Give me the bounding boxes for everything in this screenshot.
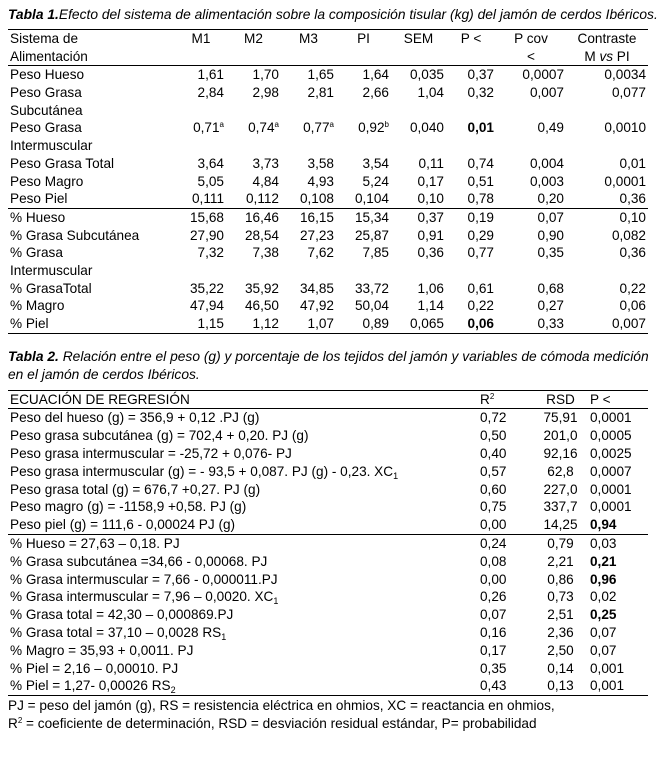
cell-p: 0,06 (446, 315, 496, 333)
row-label: Peso Piel (10, 191, 68, 207)
cell-p: 0,29 (467, 227, 494, 243)
cell-rsd: 2,21 (547, 553, 574, 569)
cell-pi (336, 137, 391, 155)
cell-pcov: 0,49 (537, 120, 564, 136)
cell-m1: 35,22 (189, 280, 224, 296)
footnote-line-1: PJ = peso del jamón (g), RS = resistencia eléctrica en ohmios, XC = reactancia en ohmios, (8, 698, 555, 714)
cell-m3: 7,62 (307, 245, 334, 261)
cell-p: 0,22 (467, 298, 494, 314)
table-row (8, 481, 648, 499)
cell-p: 0,74 (467, 155, 494, 171)
cell-rsd: 337,7 (543, 499, 578, 515)
cell-r2: 0,08 (480, 553, 507, 569)
cell-r2: 0,40 (480, 446, 507, 462)
cell-r2: 0,75 (480, 499, 507, 515)
cell-r2: 0,17 (480, 642, 507, 658)
cell-sem: 1,06 (417, 280, 444, 296)
cell-sem: 0,17 (417, 173, 444, 189)
table-row (8, 409, 648, 427)
row-equation: Peso grasa subcutánea (g) = 702,4 + 0,20. PJ (g) (10, 428, 309, 444)
cell-m2: 4,84 (252, 173, 279, 189)
row-label: % Grasa (10, 245, 63, 261)
cell-p: 0,61 (467, 280, 494, 296)
cell-pcov: 0,90 (537, 227, 564, 243)
row-label: Peso Magro (10, 173, 84, 189)
table-row (8, 445, 648, 463)
cell-rsd: 0,73 (547, 589, 574, 605)
cell-pi: 0,89 (336, 315, 391, 333)
cell-p: 0,19 (446, 208, 496, 226)
table-row (8, 516, 648, 534)
cell-m3: 1,65 (307, 67, 334, 83)
table-row (8, 498, 648, 516)
cell-m1: 0,71$^a$ (193, 120, 224, 136)
row-equation: Peso del hueso (g) = 356,9 + 0,12 .PJ (g) (10, 410, 260, 426)
row-equation: % Grasa subcutánea =34,66 - 0,00068. PJ (10, 553, 268, 569)
table-row (8, 262, 648, 280)
row-label: Peso Hueso (10, 67, 85, 83)
cell-sem: 0,065 (391, 315, 446, 333)
cell-pi (336, 102, 391, 120)
cell-r2: 0,50 (480, 428, 507, 444)
cell-contraste (566, 102, 648, 120)
table2-footnote (8, 697, 658, 733)
cell-m3 (281, 262, 336, 280)
cell-sem: 1,14 (417, 298, 444, 314)
row-label: Subcutánea (10, 102, 83, 118)
table2-caption-text: Relación entre el peso (g) y porcentaje de los tejidos del jamón y variables de cómoda medición en el jamón de cerdos Ibéricos. (8, 348, 649, 382)
cell-contraste: 0,10 (566, 208, 648, 226)
cell-pi: 25,87 (354, 227, 389, 243)
document-page (8, 0, 658, 733)
row-equation: % Grasa intermuscular = 7,66 - 0,000011.PJ (10, 571, 278, 587)
row-equation: Peso grasa intermuscular = -25,72 + 0,076- PJ (10, 446, 292, 462)
table-row (8, 280, 648, 298)
header-pcov: P cov (496, 30, 566, 48)
row-label: Peso Grasa Total (10, 155, 115, 171)
row-equation: % Grasa total = 37,10 – 0,0028 $RS_1$ (10, 625, 227, 643)
row-label: % Piel (8, 315, 176, 333)
footnote-line-2: $R^2$ = coeficiente de determinación, RSD = desviación residual estándar, P= probabilidad (8, 716, 537, 732)
table-row (8, 102, 648, 120)
cell-m3: 34,85 (299, 280, 334, 296)
cell-m1: 0,111 (192, 191, 224, 207)
table2-body (8, 409, 648, 696)
cell-contraste: 0,007 (566, 315, 648, 333)
cell-rsd: 92,16 (543, 446, 578, 462)
cell-sem: 0,36 (417, 245, 444, 261)
cell-rsd: 201,0 (543, 428, 578, 444)
cell-m2 (226, 137, 281, 155)
cell-p: 0,0007 (590, 463, 632, 479)
cell-pcov: 0,004 (529, 155, 564, 171)
cell-r2: 0,00 (480, 571, 507, 587)
table-row (8, 297, 648, 315)
cell-r2: 0,16 (480, 625, 507, 641)
cell-sem: 1,04 (417, 85, 444, 101)
header-sem: SEM (391, 30, 446, 48)
row-label: Peso Grasa (10, 120, 82, 136)
cell-pcov: 0,35 (537, 245, 564, 261)
row-equation: % Magro = 35,93 + 0,0011. PJ (10, 642, 194, 658)
cell-p: 0,21 (590, 553, 617, 569)
cell-pcov: 0,007 (529, 85, 564, 101)
cell-pcov: 0,003 (529, 173, 564, 189)
table-row (8, 190, 648, 208)
table2-header-row (8, 390, 648, 409)
table-row (8, 535, 648, 553)
cell-pi: 33,72 (354, 280, 389, 296)
cell-rsd: 227,0 (543, 481, 578, 497)
header-system-line2: Alimentación (8, 48, 176, 66)
cell-m2: 1,12 (226, 315, 281, 333)
row-label: % GrasaTotal (10, 280, 92, 296)
cell-p (446, 262, 496, 280)
cell-p: 0,25 (590, 607, 617, 623)
cell-p: 0,0001 (590, 481, 632, 497)
cell-p: 0,07 (590, 642, 617, 658)
cell-pi: 15,34 (336, 208, 391, 226)
table2 (8, 390, 648, 697)
row-equation: % Grasa total = 42,30 – 0,000869.PJ (10, 607, 234, 623)
table-row (8, 677, 648, 695)
cell-rsd: 14,25 (543, 517, 578, 533)
table1-caption (8, 6, 658, 24)
cell-pcov: 0,68 (537, 280, 564, 296)
cell-pi: 0,92$^b$ (358, 120, 389, 136)
row-equation: % Piel = 2,16 – 0,00010. PJ (10, 660, 179, 676)
table-row (8, 660, 648, 678)
cell-p: 0,0001 (590, 499, 632, 515)
cell-m1 (176, 102, 226, 120)
cell-rsd: 0,79 (533, 535, 588, 553)
header-p: P < (446, 30, 496, 48)
table2-caption (8, 348, 658, 384)
cell-r2: 0,35 (480, 660, 507, 676)
cell-sem: 0,035 (409, 67, 444, 83)
cell-pcov: 0,07 (496, 208, 566, 226)
cell-m2 (226, 262, 281, 280)
cell-contraste: 0,077 (611, 85, 646, 101)
cell-contraste (566, 137, 648, 155)
cell-rsd: 75,91 (543, 410, 578, 426)
header-contraste-line2: M vs PI (566, 48, 648, 66)
header-m1: M1 (176, 30, 226, 48)
table2-caption-label: Tabla 2. (8, 348, 59, 364)
cell-m2: 28,54 (244, 227, 279, 243)
table-row (8, 427, 648, 445)
cell-rsd: 2,36 (547, 625, 574, 641)
cell-m3: 16,15 (281, 208, 336, 226)
cell-r2: 0,60 (480, 481, 507, 497)
table-row (8, 208, 648, 226)
row-label: % Grasa Subcutánea (10, 227, 140, 243)
cell-m2: 0,112 (245, 191, 279, 207)
cell-p: 0,77 (467, 245, 494, 261)
cell-pcov: 0,33 (496, 315, 566, 333)
cell-p: 0,07 (590, 625, 617, 641)
cell-m1: 47,94 (189, 298, 224, 314)
row-equation: Peso grasa intermuscular (g) = - 93,5 + 0,087. PJ (g) - 0,23. $XC_1$ (10, 463, 399, 481)
cell-rsd: 2,51 (547, 607, 574, 623)
cell-p: 0,0001 (590, 410, 632, 426)
table-row (8, 588, 648, 606)
cell-p: 0,0025 (590, 446, 632, 462)
cell-rsd: 62,8 (547, 463, 574, 479)
cell-p: 0,96 (590, 571, 617, 587)
cell-pcov (496, 102, 566, 120)
cell-sem: 0,040 (409, 120, 444, 136)
cell-m2: 7,38 (252, 245, 279, 261)
table1-header-row-2 (8, 48, 648, 66)
cell-contraste (566, 262, 648, 280)
cell-r2: 0,43 (478, 677, 533, 695)
cell-m2: 46,50 (244, 298, 279, 314)
cell-pi (336, 262, 391, 280)
header-m3: M3 (281, 30, 336, 48)
cell-rsd: 0,14 (547, 660, 574, 676)
cell-m1: 27,90 (189, 227, 224, 243)
cell-contraste: 0,22 (619, 280, 646, 296)
cell-contraste: 0,01 (619, 155, 646, 171)
row-equation: Peso grasa total (g) = 676,7 +0,27. PJ (g) (10, 481, 261, 497)
cell-r2: 0,07 (480, 607, 507, 623)
cell-contraste: 0,36 (619, 191, 646, 207)
cell-p: 0,32 (467, 85, 494, 101)
cell-sem: 0,91 (417, 227, 444, 243)
table-row (8, 173, 648, 191)
cell-pcov: 0,20 (537, 191, 564, 207)
row-label: % Magro (10, 298, 65, 314)
cell-m1: 1,61 (197, 67, 224, 83)
cell-p: 0,51 (467, 173, 494, 189)
cell-m3: 2,81 (307, 85, 334, 101)
cell-sem: 0,10 (417, 191, 444, 207)
row-label: Intermuscular (10, 262, 93, 278)
cell-m2: 0,74$^a$ (248, 120, 279, 136)
table-row (8, 155, 648, 173)
cell-r2: 0,26 (480, 589, 507, 605)
cell-p: 0,02 (590, 589, 617, 605)
cell-m3 (281, 102, 336, 120)
table-row (8, 463, 648, 481)
cell-pcov: 0,27 (537, 298, 564, 314)
cell-p: 0,01 (467, 120, 494, 136)
cell-pi: 1,64 (362, 67, 389, 83)
cell-m1 (176, 137, 226, 155)
cell-pi: 3,54 (362, 155, 389, 171)
cell-p: 0,001 (590, 660, 625, 676)
cell-m1: 1,15 (176, 315, 226, 333)
header-pcov-line2: < (496, 48, 566, 66)
cell-p: 0,0005 (590, 428, 632, 444)
cell-m3: 4,93 (307, 173, 334, 189)
cell-m2 (226, 102, 281, 120)
cell-contraste: 0,36 (619, 245, 646, 261)
cell-sem: 0,11 (418, 155, 444, 171)
cell-m3: 1,07 (281, 315, 336, 333)
cell-pi: 7,85 (362, 245, 389, 261)
row-label: Intermuscular (10, 138, 93, 154)
row-equation: % Hueso = 27,63 – 0,18. PJ (8, 535, 478, 553)
cell-pi: 50,04 (354, 298, 389, 314)
table1 (8, 29, 648, 334)
cell-p: 0,001 (588, 677, 648, 695)
cell-pi: 0,104 (354, 191, 389, 207)
cell-contraste: 0,06 (619, 298, 646, 314)
row-equation: Peso magro (g) = -1158,9 +0,58. PJ (g) (10, 499, 247, 515)
table-row (8, 571, 648, 589)
header-rsd: RSD (533, 390, 588, 409)
cell-r2: 0,72 (480, 410, 507, 426)
header-system: Sistema de (8, 30, 176, 48)
cell-pi: 2,66 (362, 85, 389, 101)
cell-p: 0,37 (467, 67, 494, 83)
cell-m1: 2,84 (197, 85, 224, 101)
row-equation: % Piel = 1,27- 0,00026 $RS_2$ (8, 677, 478, 695)
header-pi: PI (336, 30, 391, 48)
table-row (8, 606, 648, 624)
cell-pcov (496, 262, 566, 280)
header-equation: ECUACIÓN DE REGRESIÓN (8, 390, 478, 409)
cell-r2: 0,57 (480, 463, 507, 479)
cell-rsd: 2,50 (547, 642, 574, 658)
cell-contraste: 0,0010 (604, 120, 646, 136)
cell-m1: 5,05 (197, 173, 224, 189)
cell-m3: 47,92 (299, 298, 334, 314)
table-row (8, 642, 648, 660)
row-label: % Hueso (8, 208, 176, 226)
cell-contraste: 0,082 (611, 227, 646, 243)
cell-m3: 27,23 (299, 227, 334, 243)
cell-p (446, 137, 496, 155)
header-contraste: Contraste (566, 30, 648, 48)
cell-pcov (496, 137, 566, 155)
table1-body (8, 66, 648, 333)
table1-header-row-1 (8, 30, 648, 48)
cell-m2: 2,98 (252, 85, 279, 101)
cell-m3: 3,58 (307, 155, 334, 171)
row-equation: % Grasa intermuscular = 7,96 – 0,0020. $XC_1$ (10, 589, 279, 607)
cell-p: 0,94 (590, 517, 617, 533)
cell-p: 0,78 (467, 191, 494, 207)
cell-p (446, 102, 496, 120)
cell-m1: 15,68 (176, 208, 226, 226)
cell-m2: 16,46 (226, 208, 281, 226)
cell-contraste: 0,0034 (604, 67, 646, 83)
cell-m2: 1,70 (252, 67, 279, 83)
cell-r2: 0,00 (480, 517, 507, 533)
table-row (8, 119, 648, 137)
cell-m2: 3,73 (252, 155, 279, 171)
table-row (8, 137, 648, 155)
table-row (8, 66, 648, 84)
row-label: Peso Grasa (10, 85, 82, 101)
table-row (8, 244, 648, 262)
cell-m1 (176, 262, 226, 280)
cell-rsd: 0,13 (533, 677, 588, 695)
header-m2: M2 (226, 30, 281, 48)
header-r2: $R^2$ (478, 390, 533, 409)
cell-r2: 0,24 (478, 535, 533, 553)
cell-m3: 0,108 (299, 191, 334, 207)
table-row (8, 553, 648, 571)
table1-caption-text: Efecto del sistema de alimentación sobre la composición tisular (kg) del jamón de cerdos Ibéricos. (58, 7, 658, 22)
cell-pcov: 0,0007 (522, 67, 564, 83)
table-row (8, 624, 648, 642)
cell-m3: 0,77$^a$ (303, 120, 334, 136)
table1-caption-label: Tabla 1. (8, 7, 59, 22)
cell-rsd: 0,86 (547, 571, 574, 587)
cell-m1: 3,64 (197, 155, 224, 171)
cell-sem (391, 102, 446, 120)
row-equation: Peso piel (g) = 111,6 - 0,00024 PJ (g) (10, 517, 236, 533)
table-row (8, 84, 648, 102)
cell-m2: 35,92 (244, 280, 279, 296)
cell-sem (391, 262, 446, 280)
cell-p: 0,03 (588, 535, 648, 553)
cell-sem (391, 137, 446, 155)
table-row (8, 227, 648, 245)
cell-m1: 7,32 (197, 245, 224, 261)
cell-contraste: 0,0001 (604, 173, 646, 189)
cell-pi: 5,24 (362, 173, 389, 189)
header-p2: P < (588, 390, 648, 409)
cell-m3 (281, 137, 336, 155)
table-row (8, 315, 648, 333)
cell-sem: 0,37 (391, 208, 446, 226)
